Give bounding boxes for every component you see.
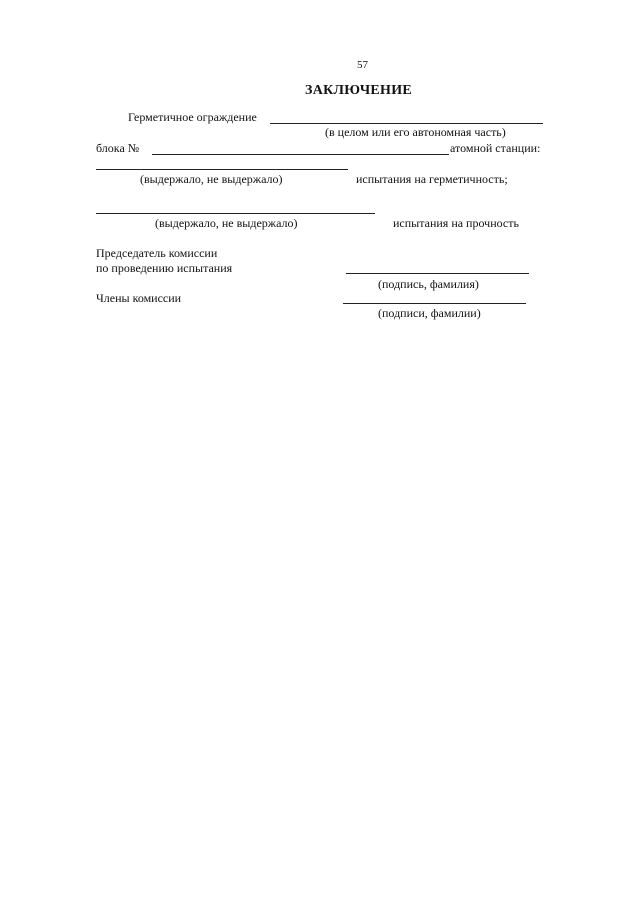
members-label: Члены комиссии (96, 291, 182, 305)
containment-label: Герметичное ограждение (128, 110, 257, 124)
chairman-label-line1: Председатель комиссии (96, 246, 218, 260)
unit-blank-line (152, 154, 449, 155)
strength-result-line (96, 213, 375, 214)
chairman-signature-line (346, 273, 529, 274)
page-number: 57 (357, 59, 368, 71)
containment-blank-line (270, 123, 543, 124)
tightness-hint: (выдержало, не выдержало) (140, 172, 283, 186)
station-label: атомной станции: (450, 141, 541, 155)
members-signature-line (343, 303, 526, 304)
chairman-signature-hint: (подпись, фамилия) (378, 277, 479, 291)
strength-hint: (выдержало, не выдержало) (155, 216, 298, 230)
unit-label: блока № (96, 141, 140, 155)
tightness-label: испытания на герметичность; (356, 172, 508, 186)
members-signature-hint: (подписи, фамилии) (378, 306, 481, 320)
chairman-label-line2: по проведению испытания (96, 261, 233, 275)
containment-hint: (в целом или его автономная часть) (325, 125, 506, 139)
document-title: ЗАКЛЮЧЕНИЕ (305, 83, 413, 98)
tightness-result-line (96, 169, 348, 170)
strength-label: испытания на прочность (393, 216, 519, 230)
